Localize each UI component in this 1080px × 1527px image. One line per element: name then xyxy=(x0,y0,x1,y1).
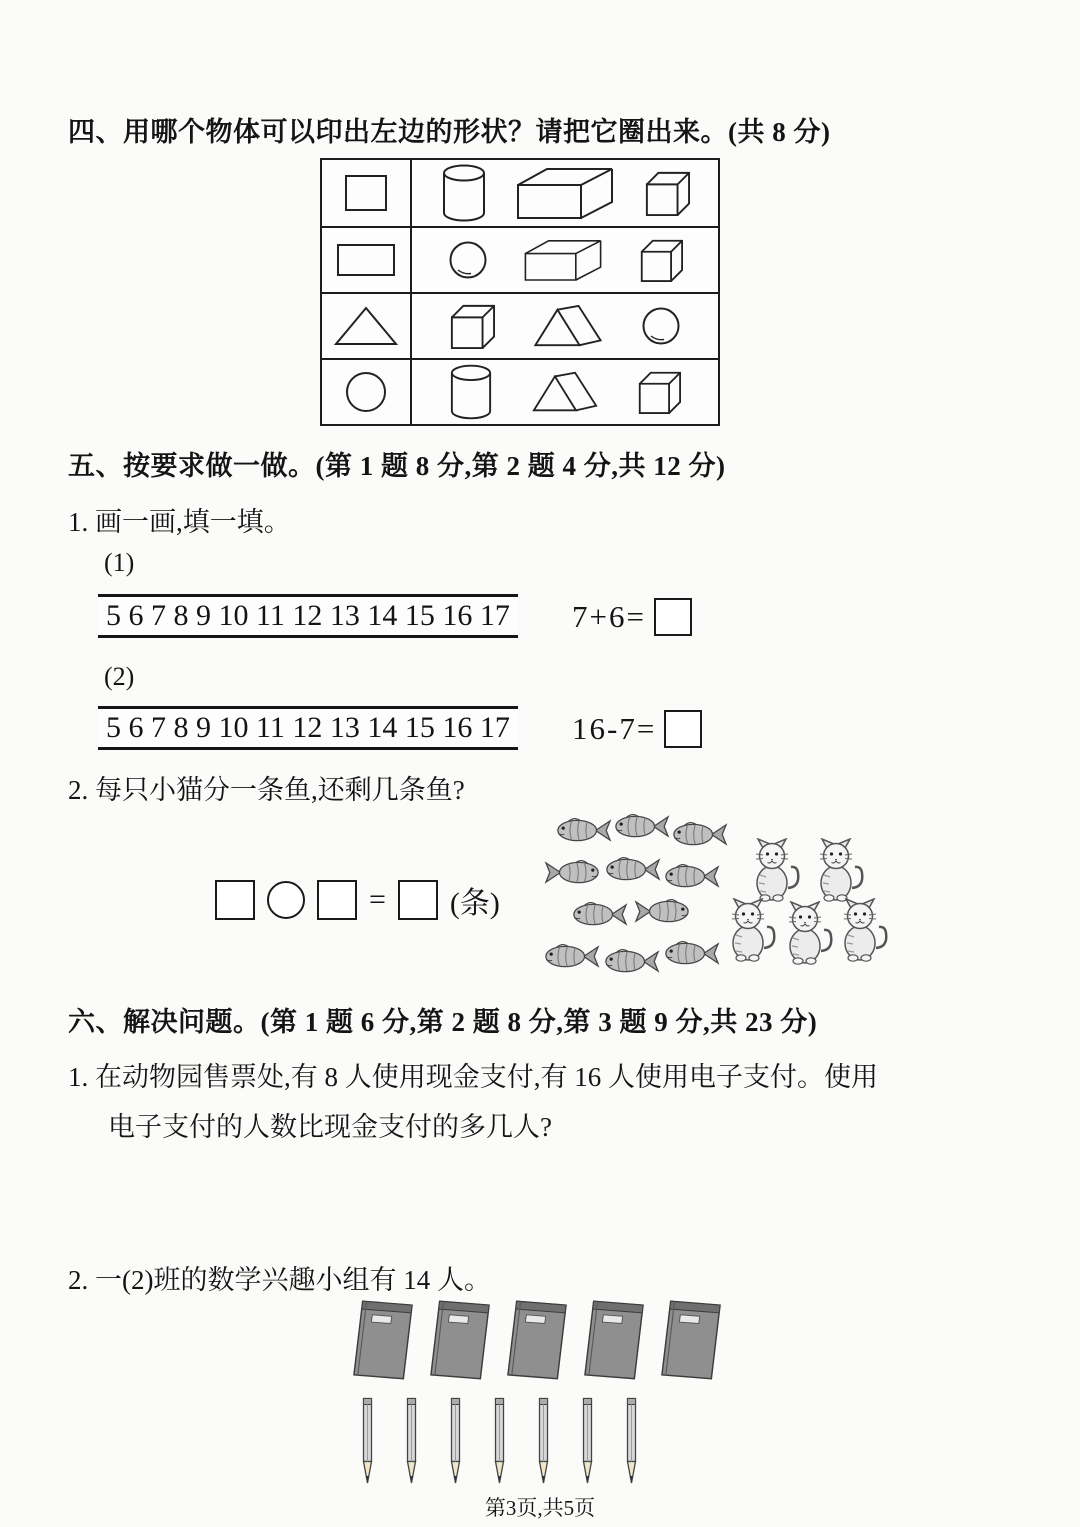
fish-icon xyxy=(570,900,628,929)
fish-icon xyxy=(554,816,612,845)
number-label: 13 xyxy=(329,599,360,632)
cat-illustration-group xyxy=(720,838,895,970)
equation-2-text: 16-7= xyxy=(572,711,657,746)
number-label: 11 xyxy=(256,599,285,632)
unit-label: (条) xyxy=(449,887,500,920)
notebook-icon xyxy=(352,1298,414,1382)
number-label: 9 xyxy=(196,599,211,632)
notebook-icon xyxy=(583,1298,645,1382)
fish-equation-operator-circle[interactable] xyxy=(267,881,305,919)
cube-object-icon[interactable] xyxy=(449,303,495,349)
shape-table-row-1 xyxy=(322,160,718,226)
number-label: 10 xyxy=(218,711,249,744)
fish-icon xyxy=(544,858,602,887)
fish-equation-result-box[interactable] xyxy=(398,880,438,920)
number-label: 7 xyxy=(151,711,166,744)
number-label: 12 xyxy=(292,711,323,744)
number-label: 9 xyxy=(196,711,211,744)
cat-icon xyxy=(720,898,778,962)
problem-1-text-line-2: 电子支付的人数比现金支付的多几人? xyxy=(108,1112,552,1142)
problem-2-text: 2. 一(2)班的数学兴趣小组有 14 人。 xyxy=(68,1265,491,1295)
question-2-label: 2. 每只小猫分一条鱼,还剩几条鱼? xyxy=(68,775,465,805)
row-4-options xyxy=(412,360,718,424)
number-label: 8 xyxy=(173,599,189,632)
cube-object-icon[interactable] xyxy=(637,370,681,414)
number-label: 6 xyxy=(128,599,144,632)
row-2-options xyxy=(412,228,718,292)
shape-table-row-2 xyxy=(322,226,718,292)
fish-illustration-group xyxy=(540,810,740,998)
cat-icon xyxy=(744,838,802,902)
target-shape-triangle xyxy=(322,294,412,358)
shape-matching-table xyxy=(320,158,720,426)
cat-icon xyxy=(832,898,890,962)
notebook-icon xyxy=(429,1298,491,1382)
cuboid-object-icon[interactable] xyxy=(515,165,615,221)
triangle-shape-icon xyxy=(332,304,400,348)
section-five-title: 五、按要求做一做。(第 1 题 8 分,第 2 题 4 分,共 12 分) xyxy=(68,451,726,481)
rectangle-shape-icon xyxy=(335,241,397,279)
number-label: 11 xyxy=(256,711,285,744)
cuboid-object-icon[interactable] xyxy=(523,237,603,283)
cylinder-object-icon[interactable] xyxy=(441,164,487,222)
cube-object-icon[interactable] xyxy=(644,170,690,216)
triangular-prism-object-icon[interactable] xyxy=(532,303,604,349)
section-six-title: 六、解决问题。(第 1 题 6 分,第 2 题 8 分,第 3 题 9 分,共 23 分) xyxy=(68,1007,818,1037)
cylinder-object-icon[interactable] xyxy=(449,364,493,420)
triangular-prism-object-icon[interactable] xyxy=(530,370,600,414)
cat-icon xyxy=(777,901,835,965)
fish-icon xyxy=(542,942,600,971)
equation-2-answer-box[interactable] xyxy=(664,710,702,748)
square-shape-icon xyxy=(343,173,389,213)
number-label: 8 xyxy=(173,711,189,744)
equation-1-text: 7+6= xyxy=(572,599,646,634)
pencil-illustration-row xyxy=(360,1396,638,1486)
equation-1-answer-box[interactable] xyxy=(654,598,692,636)
number-label: 14 xyxy=(367,711,398,744)
pencil-icon xyxy=(492,1396,506,1486)
equals-sign: = xyxy=(369,883,386,916)
number-label: 10 xyxy=(218,599,249,632)
number-line-1[interactable] xyxy=(98,594,518,638)
number-label: 16 xyxy=(442,599,473,632)
pencil-icon xyxy=(536,1396,550,1486)
fish-equation xyxy=(215,878,500,922)
row-3-options xyxy=(412,294,718,358)
fish-equation-box-2[interactable] xyxy=(317,880,357,920)
number-label: 17 xyxy=(479,599,510,632)
cube-object-icon[interactable] xyxy=(639,238,683,282)
target-shape-square xyxy=(322,160,412,226)
part-2-label: (2) xyxy=(104,662,135,691)
problem-1-text-line-1: 1. 在动物园售票处,有 8 人使用现金支付,有 16 人使用电子支付。使用 xyxy=(68,1062,878,1092)
number-label: 12 xyxy=(292,599,323,632)
notebook-icon xyxy=(506,1298,568,1382)
circle-shape-icon xyxy=(344,370,388,414)
number-label: 5 xyxy=(106,711,121,744)
number-label: 15 xyxy=(404,711,435,744)
number-line-1-numbers xyxy=(106,599,510,633)
fish-icon xyxy=(612,812,670,841)
cat-icon xyxy=(808,838,866,902)
pencil-icon xyxy=(404,1396,418,1486)
shape-table-row-3 xyxy=(322,292,718,358)
shape-table-row-4 xyxy=(322,358,718,424)
notebook-illustration-row xyxy=(352,1298,722,1382)
row-1-options xyxy=(412,160,718,226)
number-label: 7 xyxy=(151,599,166,632)
target-shape-rectangle xyxy=(322,228,412,292)
equation-1 xyxy=(572,598,692,636)
notebook-icon xyxy=(660,1298,722,1382)
pencil-icon xyxy=(448,1396,462,1486)
fish-icon xyxy=(602,947,660,976)
question-1-label: 1. 画一画,填一填。 xyxy=(68,507,291,537)
pencil-icon xyxy=(624,1396,638,1486)
number-label: 13 xyxy=(329,711,360,744)
number-label: 17 xyxy=(479,711,510,744)
fish-equation-box-1[interactable] xyxy=(215,880,255,920)
target-shape-circle xyxy=(322,360,412,424)
number-label: 16 xyxy=(442,711,473,744)
number-line-2-numbers xyxy=(106,711,510,745)
pencil-icon xyxy=(360,1396,374,1486)
equation-2 xyxy=(572,710,702,748)
number-line-2[interactable] xyxy=(98,706,518,750)
fish-icon xyxy=(662,939,720,968)
fish-icon xyxy=(662,862,720,891)
section-four-title: 四、用哪个物体可以印出左边的形状？请把它圈出来。(共 8 分) xyxy=(68,117,831,147)
number-label: 14 xyxy=(367,599,398,632)
page-footer: 第3页,共5页 xyxy=(484,1496,596,1520)
number-label: 15 xyxy=(404,599,435,632)
pencil-icon xyxy=(580,1396,594,1486)
sphere-object-icon[interactable] xyxy=(448,240,488,280)
fish-icon xyxy=(634,897,692,926)
sphere-object-icon[interactable] xyxy=(641,306,681,346)
part-1-label: (1) xyxy=(104,548,135,577)
fish-icon xyxy=(603,855,661,884)
number-label: 6 xyxy=(128,711,144,744)
number-label: 5 xyxy=(106,599,121,632)
